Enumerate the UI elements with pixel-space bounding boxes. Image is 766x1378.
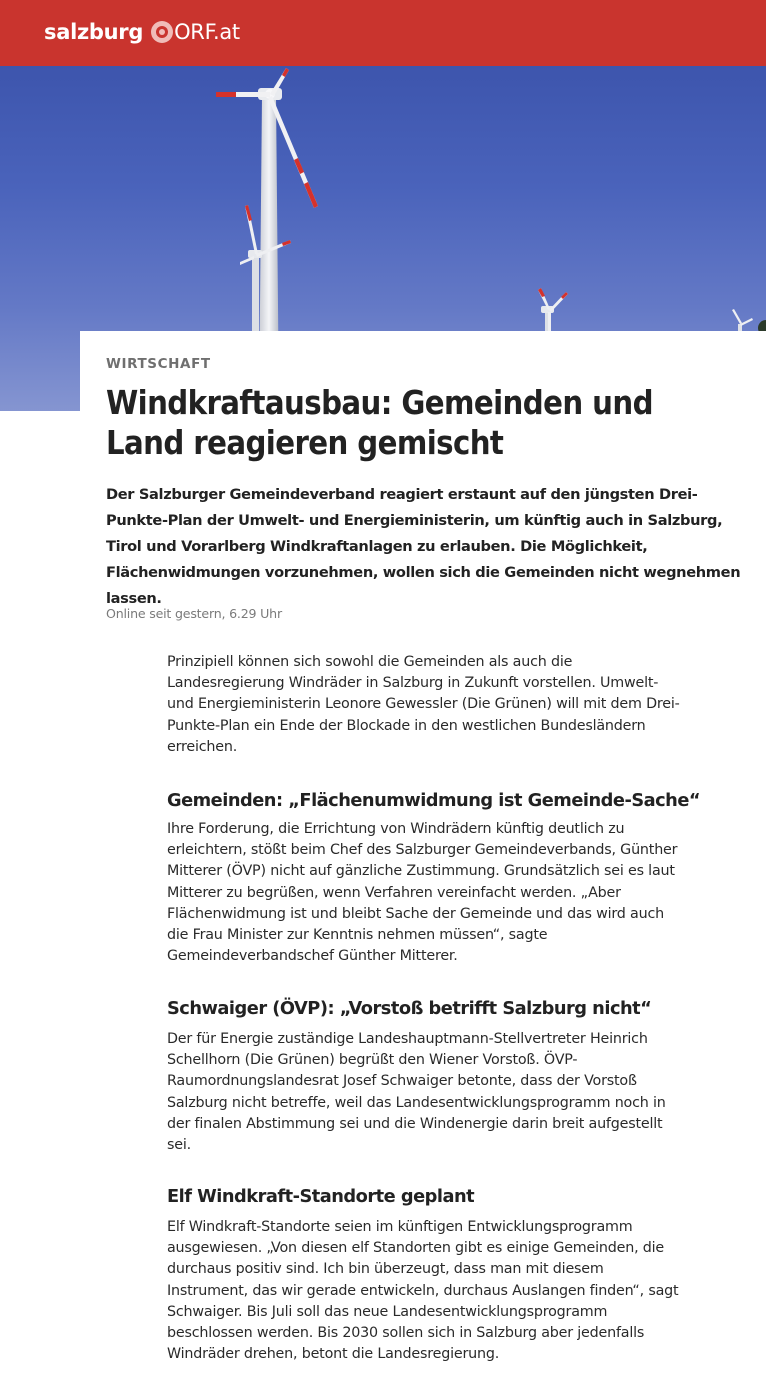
orf-salzburg-logo-link[interactable]	[44, 14, 240, 50]
article-subhead-2: Schwaiger (ÖVP): „Vorstoß betrifft Salzburg nicht“	[167, 998, 652, 1019]
article-paragraph-2: Ihre Forderung, die Errichtung von Windrädern künftig deutlich zu erleichtern, stößt beim Chef des Salzburger Gemeindeverbands, Günther Mitterer (ÖVP) nicht auf gänzliche Zustimmung. Grundsätzlich sei es laut Mitterer zu begrüßen, wenn Verfahren vereinfacht werden. „Aber Flächenwidmung ist und bleibt Sache der Gemeinde und das wird auch die Frau Minister zur Kenntnis nehmen müssen“, sagte Gemeindeverbandschef Günther Mitterer.	[167, 821, 678, 965]
article-headline: Windkraftausbau: Gemeinden und Land reagieren gemischt	[106, 384, 653, 462]
article-timestamp: Online seit gestern, 6.29 Uhr	[106, 606, 282, 621]
article-paragraph-1: Prinzipiell können sich sowohl die Gemeinden als auch die Landesregierung Windräder in Salzburg in Zukunft vorstellen. Umwelt- und Energieministerin Leonore Gewessler (Die Grünen) will mit dem Drei-Punkte-Plan ein Ende der Blockade in den westlichen Bundesländern erreichen.	[167, 654, 680, 755]
logo-region-text: salzburg	[44, 20, 144, 44]
article-category[interactable]: WIRTSCHAFT	[106, 356, 211, 372]
article-lead: Der Salzburger Gemeindeverband reagiert erstaunt auf den jüngsten Drei-Punkte-Plan der Umwelt- und Energieministerin, um künftig auch in Salzburg, Tirol und Vorarlberg Windkraftanlagen zu erlauben. Die Möglichkeit, Flächenwidmungen vorzunehmen, wollen sich die Gemeinden nicht wegnehmen lassen.	[106, 486, 741, 607]
logo-brand-text: ORF.at	[174, 20, 240, 44]
site-header	[0, 0, 766, 66]
article-subhead-3: Elf Windkraft-Standorte geplant	[167, 1186, 475, 1207]
orf-target-icon	[151, 21, 173, 43]
article-paragraph-4: Elf Windkraft-Standorte seien im künftigen Entwicklungsprogramm ausgewiesen. „Von diesen elf Standorten gibt es einige Gemeinden, die durchaus positiv sind. Ich bin überzeugt, dass man mit diesem Instrument, das wir gerade entwickeln, durchaus Auslangen finden“, sagt Schwaiger. Bis Juli soll das neue Landesentwicklungsprogramm beschlossen werden. Bis 2030 sollen sich in Salzburg aber jedenfalls Windräder drehen, betont die Landesregierung.	[167, 1219, 679, 1363]
article-paragraph-3: Der für Energie zuständige Landeshauptmann-Stellvertreter Heinrich Schellhorn (Die Grünen) begrüßt den Wiener Vorstoß. ÖVP-Raumordnungslandesrat Josef Schwaiger betonte, dass der Vorstoß Salzburg nicht betreffe, weil das Landesentwicklungsprogramm noch in der finalen Abstimmung sei und die Windenergie darin breit aufgestellt sei.	[167, 1031, 666, 1154]
article-subhead-1: Gemeinden: „Flächenumwidmung ist Gemeinde-Sache“	[167, 790, 701, 811]
